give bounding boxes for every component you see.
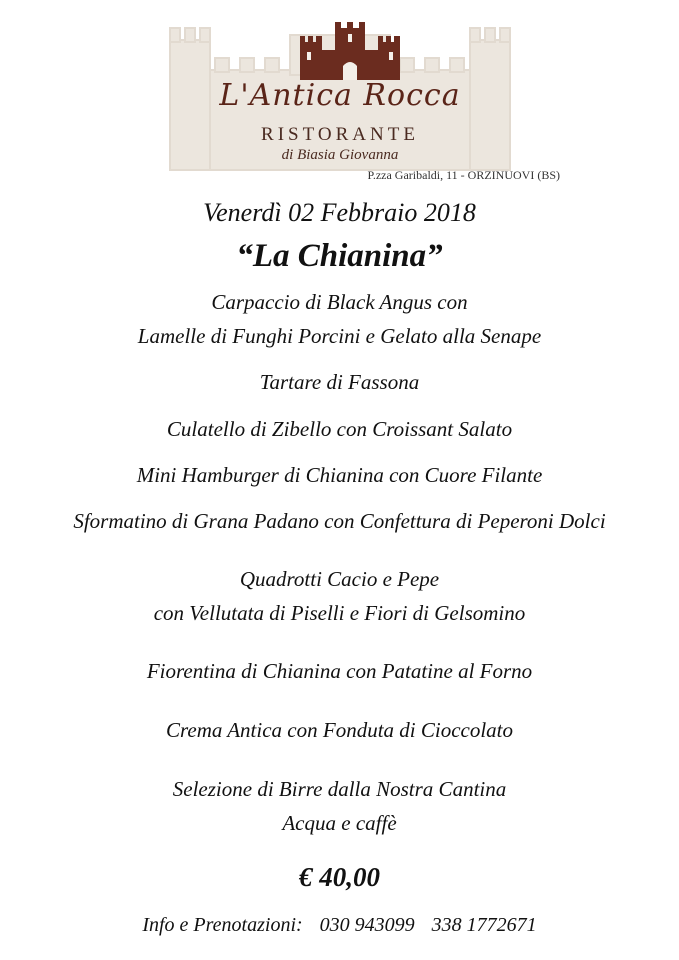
menu-item: Quadrotti Cacio e Pepe — [239, 567, 440, 591]
menu-item: Culatello di Zibello con Croissant Salato — [166, 417, 513, 441]
contact-info — [0, 914, 679, 937]
menu-item: Lamelle di Funghi Porcini e Gelato alla Senape — [137, 324, 542, 348]
restaurant-address: P.zza Garibaldi, 11 - ORZINUOVI (BS) — [367, 168, 560, 182]
event-title: “La Chianina” — [236, 238, 443, 274]
event-date: Venerdì 02 Febbraio 2018 — [203, 198, 476, 227]
menu-item: Crema Antica con Fonduta di Cioccolato — [165, 718, 514, 742]
menu-price: € 40,00 — [299, 862, 380, 892]
restaurant-logo — [160, 0, 560, 190]
castle-icon — [295, 20, 405, 80]
menu-item: Sformatino di Grana Padano con Confettura di Peperoni Dolci — [73, 509, 606, 533]
restaurant-name: L'Antica Rocca — [219, 78, 461, 113]
menu-item: Selezione di Birre dalla Nostra Cantina — [172, 777, 507, 801]
menu-item: Tartare di Fassona — [259, 370, 420, 394]
restaurant-type: RISTORANTE — [261, 124, 419, 145]
menu-item: Mini Hamburger di Chianina con Cuore Filante — [136, 463, 543, 487]
menu-item: Fiorentina di Chianina con Patatine al Forno — [146, 659, 533, 683]
menu-item: con Vellutata di Piselli e Fiori di Gelsomino — [153, 601, 526, 625]
menu-item: Acqua e caffè — [282, 811, 397, 835]
phone-number-mobile[interactable]: 338 1772671 — [431, 914, 537, 936]
contact-label: Info e Prenotazioni: — [142, 914, 303, 936]
restaurant-owner: di Biasia Giovanna — [281, 147, 399, 163]
phone-number-landline[interactable]: 030 943099 — [319, 914, 415, 936]
menu-item: Carpaccio di Black Angus con — [211, 290, 468, 314]
